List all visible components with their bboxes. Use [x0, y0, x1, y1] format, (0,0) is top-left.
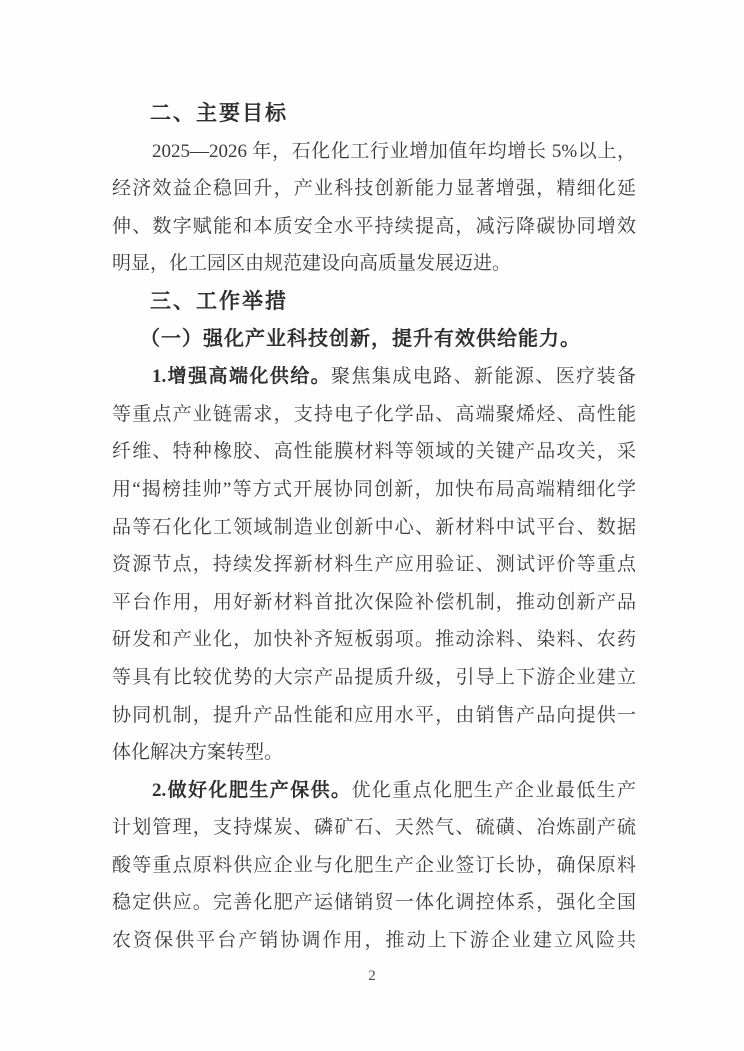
text-line: 协同机制，提升产品性能和应用水平，由销售产品向提供一 — [112, 704, 636, 726]
line-text: 聚焦集成电路、新能源、医疗装备 — [331, 366, 636, 388]
text-line: 资源节点，持续发挥新材料生产应用验证、测试评价等重点 — [112, 554, 636, 576]
text-line: 品等石化化工领域制造业创新中心、新材料中试平台、数据 — [112, 516, 636, 538]
text-line: 酸等重点原料供应企业与化肥生产企业签订长协，确保原料 — [112, 854, 636, 876]
text-line: 明显，化工园区由规范建设向高质量发展迈进。 — [112, 253, 512, 275]
text-line: 农资保供平台产销协调作用，推动上下游企业建立风险共 — [112, 930, 636, 952]
text-line: 伸、数字赋能和本质安全水平持续提高，减污降碳协同增效 — [112, 215, 636, 237]
text-line: 研发和产业化，加快补齐短板弱项。推动涂料、染料、农药 — [112, 629, 636, 651]
document-content — [112, 95, 636, 960]
bold-lead-in: 2.做好化肥生产保供。 — [152, 779, 352, 801]
text-line: 计划管理，支持煤炭、磷矿石、天然气、硫磺、冶炼副产硫 — [112, 817, 636, 839]
page-number: 2 — [368, 968, 376, 984]
text-line: 等重点产业链需求，支持电子化学品、高端聚烯烃、高性能 — [112, 403, 636, 425]
text-line: 用“揭榜挂帅”等方式开展协同创新，加快布局高端精细化学 — [112, 478, 636, 500]
text-line — [112, 358, 636, 396]
section-heading: 三、工作举措 — [150, 289, 288, 313]
bold-lead-in: 1.增强高端化供给。 — [152, 366, 332, 388]
section-heading: 二、主要目标 — [150, 102, 288, 125]
line-text: 优化重点化肥生产企业最低生产 — [351, 779, 636, 801]
text-line: 稳定供应。完善化肥产运储销贸一体化调控体系，强化全国 — [112, 892, 636, 914]
text-line: 纤维、特种橡胶、高性能膜材料等领域的关键产品攻关，采 — [112, 441, 636, 463]
text-line: 经济效益企稳回升，产业科技创新能力显著增强，精细化延 — [112, 178, 636, 200]
text-line: 等具有比较优势的大宗产品提质升级，引导上下游企业建立 — [112, 666, 636, 688]
sub-heading: （一）强化产业科技创新，提升有效供给能力。 — [140, 327, 581, 350]
text-line: 平台作用，用好新材料首批次保险补偿机制，推动创新产品 — [112, 591, 636, 613]
text-line — [112, 772, 636, 810]
text-line: 2025—2026 年，石化化工行业增加值年均增长 5%以上， — [152, 140, 636, 162]
text-line: 体化解决方案转型。 — [112, 742, 284, 764]
